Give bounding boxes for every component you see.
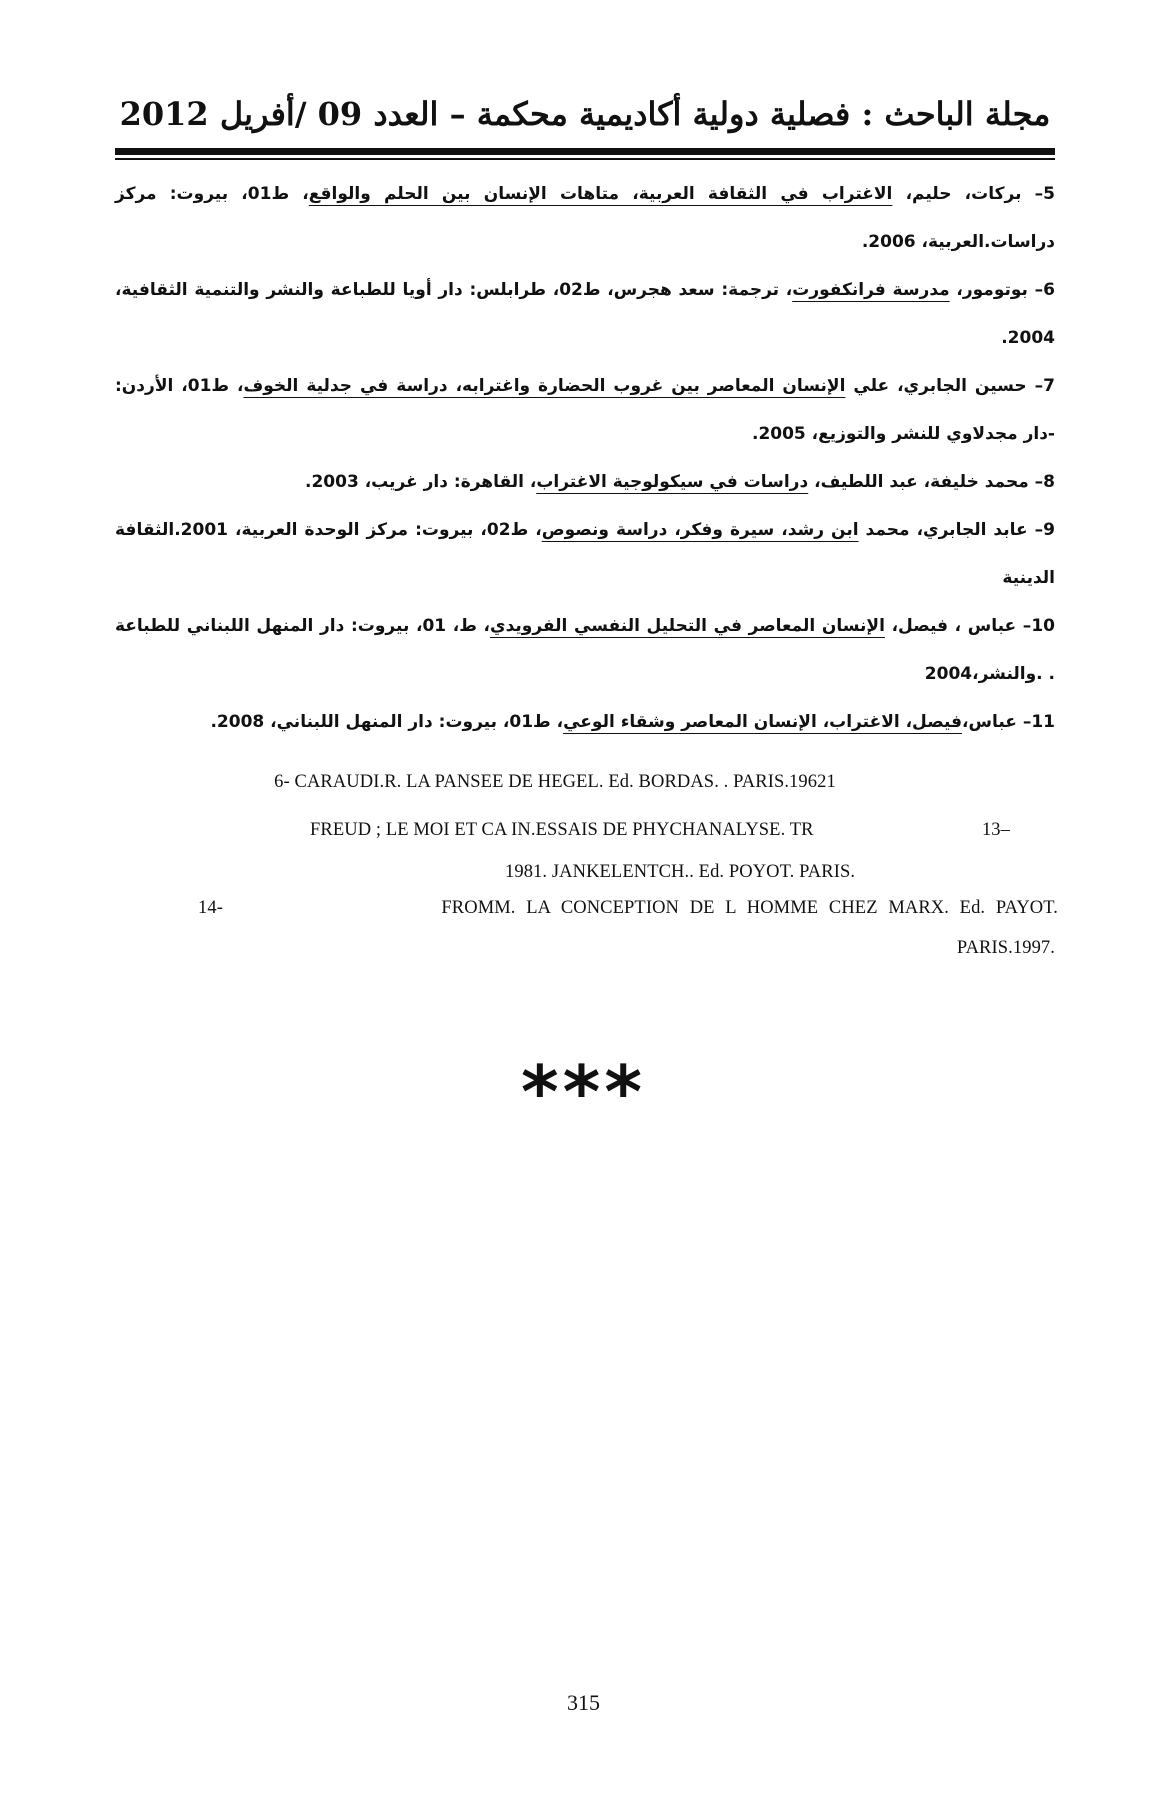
reference-title: مدرسة فرانكفورت bbox=[792, 280, 950, 300]
reference-14-number: 14- bbox=[198, 898, 223, 918]
reference-title: الإنسان المعاصر في التحليل النفسي الفرويدي bbox=[490, 616, 885, 636]
reference-latin-13-cont: 1981. JANKELENTCH.. Ed. POYOT. PARIS. bbox=[505, 862, 856, 882]
reference-6 bbox=[115, 266, 1055, 362]
reference-14-text: FROMM. LA CONCEPTION DE L HOMME CHEZ MARX. Ed. PAYOT. bbox=[441, 898, 1058, 918]
reference-title: دراسات في سيكولوجية الاغتراب bbox=[536, 472, 809, 492]
reference-title: ابن رشد، سيرة وفكر، دراسة ونصوص bbox=[541, 520, 859, 540]
journal-header-title: مجلة الباحث : فصلية دولية أكاديمية محكمة – العدد 09 /أفريل 2012 bbox=[119, 95, 1051, 133]
reference-13-number: 13– bbox=[981, 820, 1010, 840]
reference-latin-14 bbox=[198, 898, 1058, 919]
reference-rest: ، ط02، بيروت: مركز الوحدة العربية، 2001.الثقافة الدينية bbox=[115, 520, 1055, 588]
reference-lead: 9– عابد الجابري، محمد bbox=[858, 520, 1055, 540]
reference-13-text: FREUD ; LE MOI ET CA IN.ESSAIS DE PHYCHANALYSE. TR bbox=[310, 820, 814, 840]
reference-rest: ، ط01، بيروت: مركز دراسات.العربية، 2006. bbox=[115, 184, 1055, 252]
reference-latin-13 bbox=[310, 820, 1010, 841]
arabic-references bbox=[115, 170, 1055, 746]
reference-title: فيصل، الاغتراب، الإنسان المعاصر وشقاء الوعي bbox=[563, 712, 963, 732]
reference-rest: ، القاهرة: دار غريب، 2003. bbox=[304, 472, 537, 492]
reference-lead: 11– عباس، bbox=[962, 712, 1055, 732]
reference-rest: ، ط01، بيروت: دار المنهل اللبناني، 2008. bbox=[210, 712, 564, 732]
reference-5 bbox=[115, 170, 1055, 266]
reference-10 bbox=[115, 602, 1055, 698]
reference-title: الإنسان المعاصر بين غروب الحضارة واغترابه، دراسة في جدلية الخوف bbox=[243, 376, 846, 396]
section-separator: *** bbox=[521, 1050, 646, 1134]
reference-lead: 6– بوتومور، bbox=[949, 280, 1055, 300]
reference-7 bbox=[115, 362, 1055, 458]
header-rule bbox=[115, 148, 1055, 155]
header-rule-thin bbox=[115, 158, 1055, 160]
reference-lead: 8– محمد خليفة، عبد اللطيف، bbox=[808, 472, 1055, 492]
reference-title: الاغتراب في الثقافة العربية، متاهات الإنسان بين الحلم والواقع bbox=[308, 184, 893, 204]
reference-rest: ، ط، 01، بيروت: دار المنهل اللبناني للطباعة . .والنشر،2004 bbox=[115, 616, 1055, 684]
reference-latin-14-cont: PARIS.1997. bbox=[956, 938, 1055, 958]
reference-9 bbox=[115, 506, 1055, 602]
reference-8 bbox=[115, 458, 1055, 506]
reference-11 bbox=[115, 698, 1055, 746]
reference-rest: ، ترجمة: سعد هجرس، ط02، طرابلس: دار أويا للطباعة والنشر والتنمية الثقافية، 2004. bbox=[115, 280, 1055, 348]
reference-lead: 10– عباس ، فيصل، bbox=[884, 616, 1055, 636]
reference-rest: ، ط01، الأردن: -دار مجدلاوي للنشر والتوزيع، 2005. bbox=[115, 376, 1055, 444]
reference-lead: 5– بركات، حليم، bbox=[892, 184, 1055, 204]
reference-latin-6: 6- CARAUDI.R. LA PANSEE DE HEGEL. Ed. BORDAS. . PARIS.19621 bbox=[274, 772, 836, 792]
page-number: 315 bbox=[567, 1690, 600, 1715]
reference-lead: 7– حسين الجابري، علي bbox=[845, 376, 1055, 396]
